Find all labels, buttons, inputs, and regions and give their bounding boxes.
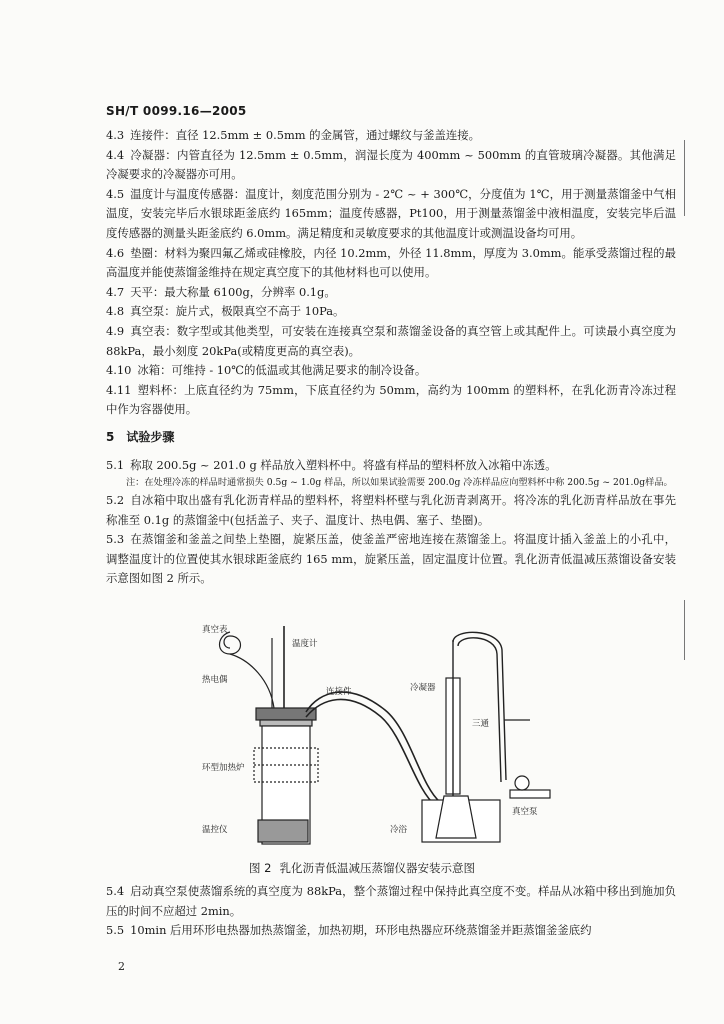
- note-text: 注：在处理冷冻的样品时通常损失 0.5g ~ 1.0g 样品，所以如果试验需要 200.0g 冷冻样品应向塑料杯中称 200.5g ~ 201.0g样品。: [126, 477, 673, 489]
- clause-4-4: [106, 146, 676, 185]
- lower-text: [106, 882, 676, 941]
- clause-text: 温度计与温度传感器：温度计，刻度范围分别为 - 2℃ ~ + 300℃，分度值为 1℃，用于测量蒸馏釜中气相温度，安装完毕后水银球距釜底约 165mm；温度传感器，Pt100，用于测量蒸馏釜中液相温度，安装完毕后温度传感器的测量头距釜底约 6.0mm。满足精度和灵敏度要求的其他温度计或测温设备均可用。: [106, 186, 676, 240]
- clause-number: 4.8: [106, 304, 125, 319]
- clause-number: 4.11: [106, 382, 132, 397]
- temperature-controller: [258, 820, 308, 842]
- clause-number: 5.4: [106, 884, 125, 898]
- label-cold-bath: 冷浴: [390, 825, 408, 835]
- gasket: [260, 720, 312, 726]
- label-temp-controller: 温控仪: [202, 825, 228, 835]
- clause-text: 垫圈：材料为聚四氟乙烯或硅橡胶，内径 10.2mm，外径 11.8mm，厚度为 3.0mm。能承受蒸馏过程的最高温度并能使蒸馏釜维持在规定真空度下的其他材料也可以使用。: [106, 245, 676, 280]
- figure-number: 图 2: [249, 861, 272, 875]
- clause-number: 4.4: [106, 147, 125, 162]
- clause-number: 4.5: [106, 186, 125, 201]
- apparatus-figure: [200, 620, 580, 845]
- vacuum-pump-base: [510, 790, 550, 798]
- clause-5-5: [106, 921, 676, 941]
- figure-title: 乳化沥青低温减压蒸馏仪器安装示意图: [279, 861, 475, 875]
- note-5-1: [106, 475, 676, 491]
- clause-4-6: [106, 244, 676, 283]
- clause-number: 4.9: [106, 323, 125, 338]
- clause-text: 冷凝器：内管直径为 12.5mm ± 0.5mm，润湿长度为 400mm ~ 500mm 的直管玻璃冷凝器。其他满足冷凝要求的冷凝器亦可用。: [106, 147, 676, 182]
- vacuum-gauge-coil: [220, 632, 241, 654]
- clause-4-11: [106, 381, 676, 420]
- clause-text: 自冰箱中取出盛有乳化沥青样品的塑料杯，将塑料杯壁与乳化沥青剥离开。将冷冻的乳化沥青样品放在事先称准至 0.1g 的蒸馏釜中(包括盖子、夹子、温度计、热电偶、塞子、垫圈)。: [106, 493, 676, 527]
- clause-5-3: [106, 530, 676, 589]
- clause-4-7: [106, 283, 676, 303]
- label-three-way: 三通: [472, 719, 490, 729]
- section-5-heading: 5 试验步骤: [106, 429, 175, 444]
- clause-number: 4.6: [106, 245, 125, 260]
- clause-5-4: [106, 882, 676, 921]
- clause-4-10: [106, 361, 676, 381]
- clause-number: 5.1: [106, 457, 125, 472]
- clause-4-3: [106, 126, 676, 146]
- margin-rule: [684, 178, 685, 216]
- label-connector: 连接件: [326, 687, 352, 697]
- clause-text: 天平：最大称量 6100g，分辨率 0.1g。: [130, 284, 336, 299]
- clause-number: 5.3: [106, 532, 125, 547]
- apparatus-diagram: [200, 620, 580, 845]
- clause-number: 5.2: [106, 493, 125, 508]
- main-text: [106, 126, 676, 589]
- clause-text: 塑料杯：上底直径约为 75mm，下底直径约为 50mm，高约为 100mm 的塑料杯，在乳化沥青冷冻过程中作为容器使用。: [106, 382, 676, 417]
- label-condenser: 冷凝器: [410, 683, 436, 693]
- standard-code-header: SH/T 0099.16—2005: [106, 104, 247, 118]
- clause-text: 启动真空泵使蒸馏系统的真空度为 88kPa，整个蒸馏过程中保持此真空度不变。样品从冰箱中移出到施加负压的时间不应超过 2min。: [106, 884, 676, 918]
- label-thermometer: 温度计: [292, 639, 318, 649]
- clause-4-9: [106, 322, 676, 361]
- clause-text: 在蒸馏釜和釜盖之间垫上垫圈，旋紧压盖，使釜盖严密地连接在蒸馏釜上。将温度计插入釜盖上的小孔中，调整温度计的位置使其水银球距釜底约 165 mm，旋紧压盖，固定温度计位置。乳化沥青低温减压蒸馏设备安装示意图如图 2 所示。: [106, 532, 676, 586]
- label-thermocouple: 热电偶: [202, 675, 228, 685]
- clause-text: 冰箱：可维持 - 10℃的低温或其他满足要求的制冷设备。: [137, 363, 427, 378]
- page-number: 2: [118, 960, 125, 973]
- clause-5-1: [106, 456, 676, 476]
- clause-text: 10min 后用环形电热器加热蒸馏釜，加热初期，环形电热器应环绕蒸馏釜并距蒸馏釜釜底约: [130, 923, 592, 938]
- clause-4-8: [106, 302, 676, 322]
- vacuum-pump: [515, 776, 529, 790]
- clause-number: 4.7: [106, 284, 125, 299]
- margin-rule: [684, 600, 685, 660]
- margin-rule: [684, 140, 685, 180]
- clause-number: 5.5: [106, 923, 125, 938]
- clause-number: 4.10: [106, 363, 132, 378]
- label-vacuum-pump: 真空泵: [512, 807, 538, 817]
- clause-text: 连接件：直径 12.5mm ± 0.5mm 的金属管，通过螺纹与釜盖连接。: [130, 128, 481, 142]
- clause-5-2: [106, 491, 676, 530]
- clause-text: 称取 200.5g ~ 201.0 g 样品放入塑料杯中。将盛有样品的塑料杯放入冰箱中冻透。: [130, 457, 557, 472]
- figure-caption: [0, 860, 724, 876]
- thermocouple-wire: [230, 654, 274, 708]
- clause-4-5: [106, 185, 676, 244]
- clause-number: 4.3: [106, 128, 125, 142]
- label-vacuum-gauge: 真空表: [202, 625, 228, 635]
- label-ring-heater: 环型加热炉: [202, 763, 245, 773]
- clause-text: 真空泵：旋片式，极限真空不高于 10Pa。: [130, 304, 345, 319]
- clause-text: 真空表：数字型或其他类型，可安装在连接真空泵和蒸馏釜设备的真空管上或其配件上。可读最小真空度为 88kPa，最小刻度 20kPa(或精度更高的真空表)。: [106, 323, 676, 358]
